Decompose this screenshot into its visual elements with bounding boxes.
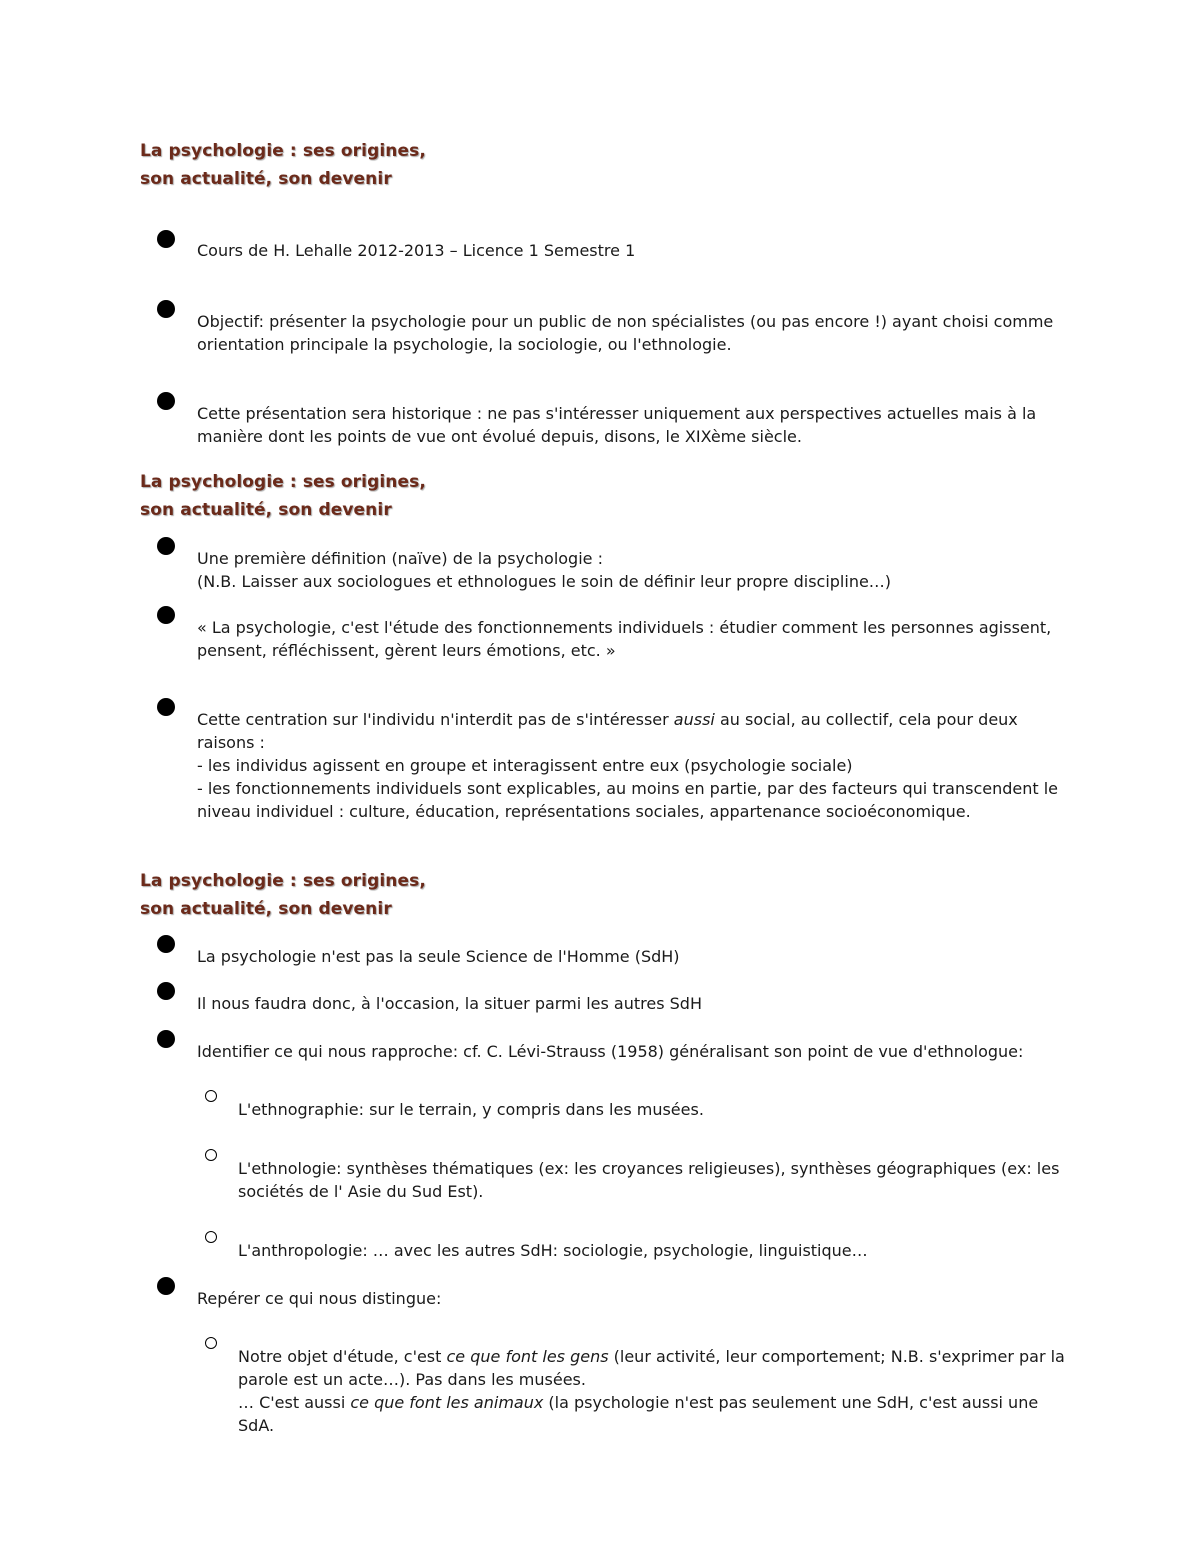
list-item: [197, 402, 1067, 448]
emphasis-text: aussi: [673, 710, 715, 729]
emphasis-text: ce que font les animaux: [350, 1393, 544, 1412]
item-text: Cette présentation sera historique : ne pas s'intéresser uniquement aux perspectives actuelles mais à la: [197, 404, 1037, 423]
item-text: [238, 1391, 1068, 1437]
item-text: Cours de H. Lehalle 2012-2013 – Licence 1 Semestre 1: [197, 241, 636, 260]
slide3-title: [140, 867, 426, 923]
title-line: La psychologie : ses origines,: [140, 141, 426, 161]
item-text: Une première définition (naïve) de la psychologie :: [197, 549, 603, 568]
bullet-icon: [157, 230, 175, 248]
sub-bullet-icon: [205, 1149, 217, 1161]
bullet-icon: [157, 1277, 175, 1295]
list-item: [197, 708, 1067, 823]
title-line: son actualité, son devenir: [140, 169, 392, 189]
title-line: La psychologie : ses origines,: [140, 871, 426, 891]
slide1-title: [140, 137, 426, 193]
item-text: niveau individuel : culture, éducation, représentations sociales, appartenance socioéconomique.: [197, 802, 971, 821]
bullet-icon: [157, 606, 175, 624]
slide2-title: [140, 468, 426, 524]
list-item: [197, 1287, 1067, 1310]
emphasis-text: ce que font les gens: [446, 1347, 609, 1366]
sub-list-item: [238, 1157, 1068, 1203]
item-text: [197, 708, 1067, 731]
item-text: parole est un acte…). Pas dans les musées.: [238, 1370, 586, 1389]
list-item: [197, 945, 1067, 968]
bullet-icon: [157, 935, 175, 953]
item-text: - les fonctionnements individuels sont explicables, au moins en partie, par des facteurs qui transcendent le: [197, 779, 1059, 798]
item-text: L'ethnologie: synthèses thématiques (ex: les croyances religieuses), synthèses géographiques (ex: les: [238, 1159, 1060, 1178]
text-fragment: au social, au collectif, cela pour deux: [714, 710, 1018, 729]
item-text: Repérer ce qui nous distingue:: [197, 1289, 442, 1308]
bullet-icon: [157, 698, 175, 716]
text-fragment: Notre objet d'étude, c'est: [238, 1347, 447, 1366]
bullet-icon: [157, 982, 175, 1000]
list-item: [197, 992, 1067, 1015]
text-fragment: Cette centration sur l'individu n'interdit pas de s'intéresser: [197, 710, 674, 729]
sub-bullet-icon: [205, 1090, 217, 1102]
list-item: [197, 239, 1067, 262]
title-line: son actualité, son devenir: [140, 500, 392, 520]
item-text: sociétés de l' Asie du Sud Est).: [238, 1182, 484, 1201]
item-text: L'anthropologie: … avec les autres SdH: sociologie, psychologie, linguistique…: [238, 1241, 868, 1260]
item-text: orientation principale la psychologie, la sociologie, ou l'ethnologie.: [197, 335, 732, 354]
sub-bullet-icon: [205, 1231, 217, 1243]
text-fragment: … C'est aussi: [238, 1393, 351, 1412]
item-text: La psychologie n'est pas la seule Science de l'Homme (SdH): [197, 947, 680, 966]
sub-list-item: [238, 1098, 1068, 1121]
bullet-icon: [157, 300, 175, 318]
title-line: son actualité, son devenir: [140, 899, 392, 919]
item-text: raisons :: [197, 733, 265, 752]
list-item: [197, 547, 1067, 593]
sub-list-item: [238, 1345, 1068, 1437]
sub-bullet-icon: [205, 1337, 217, 1349]
item-text: Identifier ce qui nous rapproche: cf. C. Lévi-Strauss (1958) généralisant son point de vue d'ethnologue:: [197, 1042, 1024, 1061]
list-item: [197, 616, 1067, 662]
item-text: manière dont les points de vue ont évolué depuis, disons, le XIXème siècle.: [197, 427, 802, 446]
item-text: Il nous faudra donc, à l'occasion, la situer parmi les autres SdH: [197, 994, 702, 1013]
item-text: « La psychologie, c'est l'étude des fonctionnements individuels : étudier comment les personnes agissent,: [197, 618, 1052, 637]
title-line: La psychologie : ses origines,: [140, 472, 426, 492]
item-text: [238, 1345, 1068, 1368]
list-item: [197, 310, 1067, 356]
text-fragment: (la psychologie n'est pas seulement une SdH, c'est aussi une SdA.: [238, 1393, 1039, 1435]
bullet-icon: [157, 537, 175, 555]
text-fragment: (leur activité, leur comportement; N.B. s'exprimer par la: [608, 1347, 1065, 1366]
bullet-icon: [157, 392, 175, 410]
bullet-icon: [157, 1030, 175, 1048]
item-text: L'ethnographie: sur le terrain, y compris dans les musées.: [238, 1100, 704, 1119]
item-text: pensent, réfléchissent, gèrent leurs émotions, etc. »: [197, 641, 616, 660]
list-item: [197, 1040, 1067, 1063]
item-text: Objectif: présenter la psychologie pour un public de non spécialistes (ou pas encore !) ayant choisi comme: [197, 312, 1054, 331]
item-text: (N.B. Laisser aux sociologues et ethnologues le soin de définir leur propre discipline…): [197, 572, 892, 591]
item-text: - les individus agissent en groupe et interagissent entre eux (psychologie sociale): [197, 756, 853, 775]
sub-list-item: [238, 1239, 1068, 1262]
